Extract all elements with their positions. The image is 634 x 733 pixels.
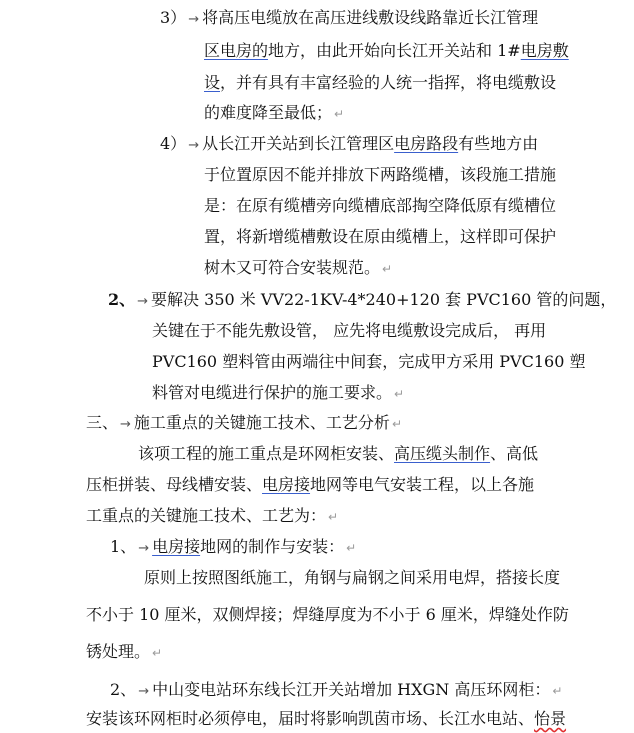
list-item-3 (160, 5, 538, 31)
paragraph-mark-icon: ↵ (328, 510, 339, 524)
text-span: 料管对电缆进行保护的施工要求。 (152, 383, 393, 402)
text-span: 树木又可符合安装规范。 (204, 258, 381, 277)
spellcheck-term: 怡景 (534, 709, 567, 728)
underlined-term: 电房接 (152, 537, 201, 556)
text-span: 、高低 (490, 444, 539, 463)
paragraph-mark-icon: ↵ (394, 387, 405, 401)
text-line: 关键在于不能先敷设管， 应先将电缆敷设完成后， 再用 (152, 321, 547, 340)
text-line (152, 380, 404, 406)
text-line: PVC160 塑料管由两端往中间套，完成甲方采用 PVC160 塑 (152, 352, 586, 371)
paragraph-mark-icon: ↵ (334, 107, 345, 121)
text-span: 该项工程的施工重点是环网柜安装、 (138, 444, 395, 463)
text-span: 地网等电气安装工程，以上各施 (310, 475, 535, 494)
list-marker: 3） (160, 8, 187, 27)
list-marker: 1、 (110, 537, 137, 556)
tab-arrow-icon: → (137, 294, 149, 309)
section-heading (86, 410, 402, 436)
text-line (204, 38, 569, 64)
text-line (204, 70, 556, 96)
list-marker: 4） (160, 134, 187, 153)
paragraph-mark-icon: ↵ (152, 646, 163, 660)
text-line (86, 503, 338, 529)
text-line: 原则上按照图纸施工，角钢与扁钢之间采用电焊，搭接长度 (144, 568, 561, 587)
text-span: 要解决 350 米 VV22-1KV-4*240+120 套 PVC160 管的问题， (151, 290, 617, 309)
underlined-term: 电房接 (262, 475, 311, 494)
text-line (86, 706, 566, 732)
tab-arrow-icon: → (138, 684, 150, 699)
list-item-2 (108, 287, 616, 313)
list-marker: 2、 (110, 680, 137, 699)
text-line (204, 100, 344, 126)
text-span: 地方，由此开始向长江开关站和 1# (268, 41, 521, 60)
underlined-term: 高压缆头制作 (394, 444, 491, 463)
text-span: 的难度降至最低； (204, 103, 333, 122)
tab-arrow-icon: → (188, 12, 200, 27)
list-item-2-bottom (110, 677, 562, 703)
text-line: 将高压电缆放在高压进线敷设线路靠近长江管理 (202, 8, 539, 27)
paragraph-mark-icon: ↵ (391, 417, 402, 431)
section-marker: 三、 (86, 413, 119, 432)
text-span: ，并有具有丰富经验的人统一指挥，将电缆敷设 (220, 73, 557, 92)
list-item-4 (160, 131, 538, 157)
text-line (86, 472, 534, 498)
text-line (86, 639, 162, 665)
text-span: 地网的制作与安装： (200, 537, 345, 556)
list-item-1 (110, 534, 356, 560)
tab-arrow-icon: → (138, 541, 150, 556)
text-line: 是：在原有缆槽旁向缆槽底部掏空降低原有缆槽位 (204, 196, 557, 215)
text-line (138, 441, 538, 467)
underlined-term: 电房路段 (394, 134, 459, 153)
tab-arrow-icon: → (120, 417, 131, 432)
tab-arrow-icon: → (188, 138, 200, 153)
text-span: 有些地方由 (458, 134, 539, 153)
paragraph-mark-icon: ↵ (552, 684, 563, 698)
heading-text: 中山变电站环东线长江开关站增加 HXGN 高压环网柜： (152, 680, 551, 699)
text-span: 工重点的关键施工技术、工艺为： (86, 506, 327, 525)
underlined-term: 电房敷 (520, 41, 569, 60)
text-line: 置，将新增缆槽敷设在原由缆槽上，这样即可保护 (204, 227, 557, 246)
text-span: 安装该环网柜时必须停电，届时将影响凯茵市场、长江水电站、 (86, 709, 535, 728)
underlined-term: 设 (204, 73, 221, 92)
text-line: 于位置原因不能并排放下两路缆槽，该段施工措施 (204, 165, 557, 184)
text-span: 压柜拼装、母线槽安装、 (86, 475, 263, 494)
underlined-term: 区电房的 (204, 41, 269, 60)
paragraph-mark-icon: ↵ (382, 262, 393, 276)
text-line (204, 255, 392, 281)
text-span: 锈处理。 (86, 642, 151, 661)
text-span: 从长江开关站到长江管理区 (202, 134, 395, 153)
list-marker: 2、 (108, 290, 136, 309)
text-line: 不小于 10 厘米，双侧焊接；焊缝厚度为不小于 6 厘米，焊缝处作防 (86, 605, 569, 624)
heading-text: 施工重点的关键施工技术、工艺分析 (133, 413, 390, 432)
paragraph-mark-icon: ↵ (346, 541, 357, 555)
